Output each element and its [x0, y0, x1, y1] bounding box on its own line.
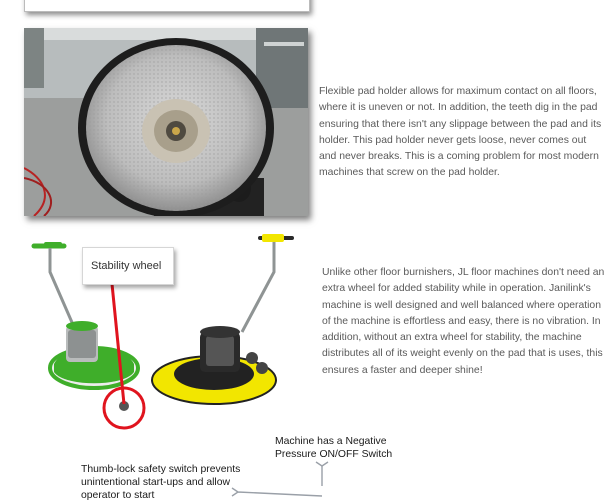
stability-description: Unlike other floor burnishers, JL floor machines don't need an extra wheel for added stability while in operation. Janilink's machine is well designed and well balanced where operation of the machine is effortless and easy, there is no vibration. In addition, without an extra wheel for stability, the machine distributes all of its weight evenly on the pad that is uses, this ensures a faster and deeper shine! [322, 267, 605, 376]
top-photo [24, 0, 310, 12]
pad-holder-description: Flexible pad holder allows for maximum contact on all floors, where it is uneven or not. In addition, the teeth dig in the pad ensuring that there isn't any slippage between the pad and its holder. This pad holder never gets loose, never comes out and never breaks. This is a coming problem for most modern machines that screw on the pad holder. [319, 86, 602, 179]
negative-pressure-note: Machine has a Negative Pressure ON/OFF Switch [275, 436, 393, 460]
pad-holder-illustration [24, 28, 308, 216]
stability-wheel-callout: Stability wheel [82, 247, 174, 285]
thumb-lock-note: Thumb-lock safety switch prevents unintentional start-ups and allow operator to start [81, 464, 241, 501]
pad-holder-photo [24, 28, 308, 216]
switch-pointer-lines [0, 430, 612, 500]
